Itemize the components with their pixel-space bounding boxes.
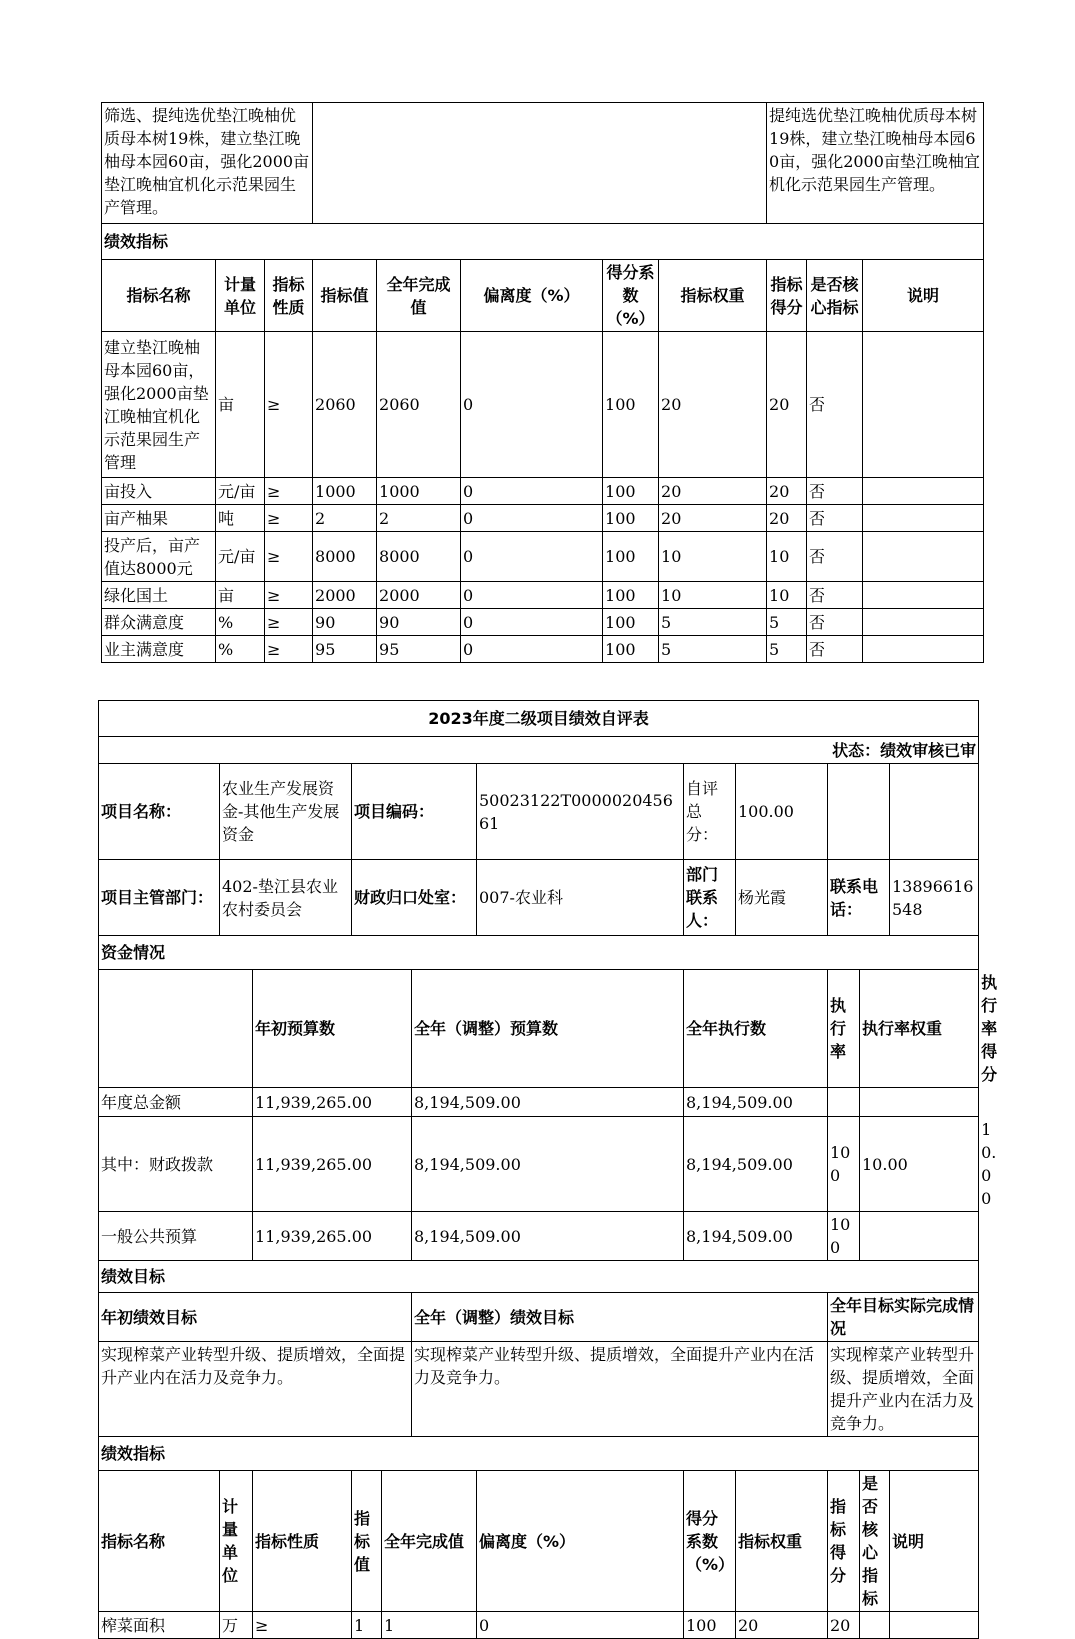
performance-table-continued (101, 102, 984, 663)
empty-cell (890, 764, 979, 860)
indicator-row (102, 582, 984, 609)
indicator-cell: 100 (603, 609, 659, 636)
header-cell: 偏离度（%） (461, 260, 603, 332)
indicator-cell: 绿化国土 (102, 582, 216, 609)
indicator-cell: 10 (659, 532, 767, 582)
indicator-cell: 亩 (216, 582, 265, 609)
indicator-cell: 100 (603, 332, 659, 478)
indicator-cell: 否 (807, 532, 863, 582)
contact-value: 杨光霞 (736, 860, 828, 936)
fund-cell: 8,194,509.00 (684, 1117, 828, 1212)
indicator-row (102, 332, 984, 478)
fund-cell: 11,939,265.00 (253, 1088, 412, 1117)
fund-cell: 8,194,509.00 (412, 1088, 684, 1117)
section-goals: 绩效目标 (99, 1261, 979, 1293)
ind-header-cell: 指标权重 (736, 1471, 828, 1612)
section-funds: 资金情况 (99, 936, 979, 970)
fund-row (99, 1088, 979, 1117)
indicator-cell (863, 609, 984, 636)
indicator-cell: 20 (659, 332, 767, 478)
indicator-cell: ≥ (265, 636, 313, 663)
indicator-cell: 万 (220, 1612, 253, 1639)
indicator-cell: 100 (603, 582, 659, 609)
indicator-cell (863, 636, 984, 663)
section-indicators-2: 绩效指标 (99, 1437, 979, 1471)
indicator-cell: 20 (767, 332, 807, 478)
indicator-cell (863, 332, 984, 478)
indicator-cell: 2000 (313, 582, 377, 609)
fund-cell (828, 1088, 860, 1117)
indicator-cell (860, 1612, 890, 1639)
indicator-header-row (102, 260, 984, 332)
ind-header-cell: 得分系数（%） (684, 1471, 736, 1612)
ind-header-cell: 指标得分 (828, 1471, 860, 1612)
indicator-cell: 20 (736, 1612, 828, 1639)
indicator-cell: 亩 (216, 332, 265, 478)
header-cell: 是否核心指标 (807, 260, 863, 332)
indicator-cell: 10 (659, 582, 767, 609)
project-code-label: 项目编码： (352, 764, 477, 860)
indicator-cell: ≥ (265, 478, 313, 505)
indicator-cell: ≥ (265, 332, 313, 478)
fund-row: 其中：财政拨款 11,939,265.00 8,194,509.00 8,194,509.00 100 10.00 10.00 (99, 1117, 979, 1212)
indicator-cell: 0 (461, 532, 603, 582)
indicator-cell: 90 (377, 609, 461, 636)
goal-header-cell: 全年（调整）绩效目标 (412, 1293, 828, 1342)
fund-cell (860, 1212, 979, 1261)
indicator-cell: 0 (461, 505, 603, 532)
phone-label: 联系电话： (828, 860, 890, 936)
indicator-cell: 0 (461, 478, 603, 505)
header-cell: 指标得分 (767, 260, 807, 332)
indicator-cell (863, 505, 984, 532)
fund-cell: 100 (828, 1212, 860, 1261)
goal-header-cell: 全年目标实际完成情况 (828, 1293, 979, 1342)
ind-header-cell: 指标值 (352, 1471, 382, 1612)
header-cell: 指标性质 (265, 260, 313, 332)
header-cell: 全年完成值 (377, 260, 461, 332)
status-text: 状态：绩效审核已审 (99, 737, 979, 764)
indicator-cell: 2060 (377, 332, 461, 478)
indicator-cell: % (216, 609, 265, 636)
indicator-cell: 吨 (216, 505, 265, 532)
indicator-cell: 20 (659, 505, 767, 532)
indicator-cell: 1 (382, 1612, 477, 1639)
indicator-cell: 1000 (313, 478, 377, 505)
indicator-cell: 8000 (377, 532, 461, 582)
indicator-cell: ≥ (265, 532, 313, 582)
fund-header-cell: 执行率权重 (860, 970, 979, 1088)
fund-cell: 年度总金额 (99, 1088, 253, 1117)
indicator-cell: 榨菜面积 (99, 1612, 220, 1639)
header-cell: 计量单位 (216, 260, 265, 332)
fund-cell: 11,939,265.00 (253, 1212, 412, 1261)
contact-label: 部门联系人： (684, 860, 736, 936)
indicator-cell: 20 (828, 1612, 860, 1639)
goal-value-initial: 实现榨菜产业转型升级、提质增效，全面提升产业内在活力及竞争力。 (99, 1342, 412, 1437)
goal-value-adjusted: 实现榨菜产业转型升级、提质增效，全面提升产业内在活力及竞争力。 (412, 1342, 828, 1437)
indicator-cell: 0 (461, 582, 603, 609)
indicator-cell: 0 (461, 332, 603, 478)
fund-cell: 一般公共预算 (99, 1212, 253, 1261)
indicator-cell: 5 (767, 636, 807, 663)
ind-header-cell: 计量单位 (220, 1471, 253, 1612)
indicator-cell: 95 (377, 636, 461, 663)
indicator-cell: % (216, 636, 265, 663)
ind-header-cell: 说明 (890, 1471, 979, 1612)
indicator-cell: 10 (767, 532, 807, 582)
indicator-row (102, 609, 984, 636)
indicator-cell: 2 (377, 505, 461, 532)
indicator-cell: 1000 (377, 478, 461, 505)
fund-cell: 8,194,509.00 (684, 1088, 828, 1117)
goal-actual: 提纯选优垫江晚柚优质母本树19株，建立垫江晚柚母本园60亩，强化2000亩垫江晚柚宜机化示范果园生产管理。 (767, 103, 984, 224)
indicator-row (99, 1612, 979, 1639)
indicator-cell: 8000 (313, 532, 377, 582)
fund-header-cell: 执行率 (828, 970, 860, 1088)
empty-cell (828, 764, 890, 860)
indicator-cell: 20 (767, 478, 807, 505)
indicator-cell (890, 1612, 979, 1639)
indicator-cell: 0 (461, 636, 603, 663)
indicator-cell: 否 (807, 609, 863, 636)
indicator-cell: 100 (603, 636, 659, 663)
indicator-cell: 业主满意度 (102, 636, 216, 663)
project-code-value: 50023122T000002045661 (477, 764, 684, 860)
indicator-cell: ≥ (265, 505, 313, 532)
fund-header-cell: 全年执行数 (684, 970, 828, 1088)
indicator-cell: 100 (603, 478, 659, 505)
header-cell: 指标权重 (659, 260, 767, 332)
ind-header-cell: 是否核心指标 (860, 1471, 890, 1612)
ind-header-cell: 指标名称 (99, 1471, 220, 1612)
indicator-cell: 建立垫江晚柚母本园60亩，强化2000亩垫江晚柚宜机化示范果园生产管理 (102, 332, 216, 478)
indicator-cell: 0 (477, 1612, 684, 1639)
indicator-cell: 0 (461, 609, 603, 636)
indicator-cell: 元/亩 (216, 532, 265, 582)
indicator-cell: 否 (807, 582, 863, 609)
indicator-cell: 2 (313, 505, 377, 532)
indicator-row (102, 505, 984, 532)
indicator-cell: 5 (659, 609, 767, 636)
fund-cell: 11,939,265.00 (253, 1117, 412, 1212)
goal-value-actual: 实现榨菜产业转型升级、提质增效，全面提升产业内在活力及竞争力。 (828, 1342, 979, 1437)
indicator-cell: 10 (767, 582, 807, 609)
finance-label: 财政归口处室： (352, 860, 477, 936)
fund-cell (860, 1088, 979, 1117)
finance-value: 007-农业科 (477, 860, 684, 936)
indicator-cell: 20 (767, 505, 807, 532)
goal-header-cell: 年初绩效目标 (99, 1293, 412, 1342)
indicator-cell: 5 (659, 636, 767, 663)
fund-header-row: 年初预算数 全年（调整）预算数 全年执行数 执行率 执行率权重 执行率得分 (99, 970, 979, 1088)
indicator-cell: 元/亩 (216, 478, 265, 505)
indicator-cell (863, 478, 984, 505)
project-name-label: 项目名称： (99, 764, 220, 860)
fund-cell: 8,194,509.00 (412, 1117, 684, 1212)
ind-header-cell: 指标性质 (253, 1471, 352, 1612)
section-indicators: 绩效指标 (102, 224, 984, 260)
indicator-cell: ≥ (265, 582, 313, 609)
indicator-cell: 5 (767, 609, 807, 636)
indicator-cell: 否 (807, 636, 863, 663)
indicator-header-row-2 (99, 1471, 979, 1612)
indicator-cell: 否 (807, 505, 863, 532)
ind-header-cell: 偏离度（%） (477, 1471, 684, 1612)
indicator-cell: 90 (313, 609, 377, 636)
indicator-cell: 亩投入 (102, 478, 216, 505)
indicator-cell: 20 (659, 478, 767, 505)
fund-header-cell: 全年（调整）预算数 (412, 970, 684, 1088)
indicator-row (102, 532, 984, 582)
fund-cell: 8,194,509.00 (684, 1212, 828, 1261)
indicator-cell: 投产后，亩产值达8000元 (102, 532, 216, 582)
indicator-cell (863, 532, 984, 582)
fund-cell: 10.00 (860, 1117, 979, 1212)
form-title: 2023年度二级项目绩效自评表 (99, 701, 979, 737)
goal-adjusted (313, 103, 767, 224)
dept-label: 项目主管部门： (99, 860, 220, 936)
fund-header-cell: 年初预算数 (253, 970, 412, 1088)
self-evaluation-table (98, 700, 998, 1639)
indicator-cell: 100 (603, 532, 659, 582)
goal-header-row (99, 1293, 979, 1342)
indicator-cell: 否 (807, 332, 863, 478)
fund-cell: 其中：财政拨款 (99, 1117, 253, 1212)
phone-value: 13896616548 (890, 860, 979, 936)
indicator-cell: ≥ (265, 609, 313, 636)
indicator-row (102, 478, 984, 505)
indicator-cell: 100 (603, 505, 659, 532)
project-name-value: 农业生产发展资金-其他生产发展资金 (220, 764, 352, 860)
header-cell: 说明 (863, 260, 984, 332)
header-cell: 指标值 (313, 260, 377, 332)
indicator-cell: 2060 (313, 332, 377, 478)
indicator-cell: 群众满意度 (102, 609, 216, 636)
fund-row (99, 1212, 979, 1261)
indicator-cell (863, 582, 984, 609)
indicator-cell: 95 (313, 636, 377, 663)
ind-header-cell: 全年完成值 (382, 1471, 477, 1612)
indicator-row (102, 636, 984, 663)
fund-cell: 100 (828, 1117, 860, 1212)
indicator-cell: 亩产柚果 (102, 505, 216, 532)
dept-value: 402-垫江县农业农村委员会 (220, 860, 352, 936)
fund-header-cell (99, 970, 253, 1088)
score-value: 100.00 (736, 764, 828, 860)
header-cell: 指标名称 (102, 260, 216, 332)
indicator-cell: 100 (684, 1612, 736, 1639)
fund-cell: 8,194,509.00 (412, 1212, 684, 1261)
indicator-cell: ≥ (253, 1612, 352, 1639)
indicator-cell: 1 (352, 1612, 382, 1639)
indicator-cell: 否 (807, 478, 863, 505)
score-label: 自评总分： (684, 764, 736, 860)
goal-initial: 筛选、提纯选优垫江晚柚优质母本树19株，建立垫江晚柚母本园60亩，强化2000亩垫江晚柚宜机化示范果园生产管理。 (102, 103, 313, 224)
header-cell: 得分系数（%） (603, 260, 659, 332)
indicator-cell: 2000 (377, 582, 461, 609)
